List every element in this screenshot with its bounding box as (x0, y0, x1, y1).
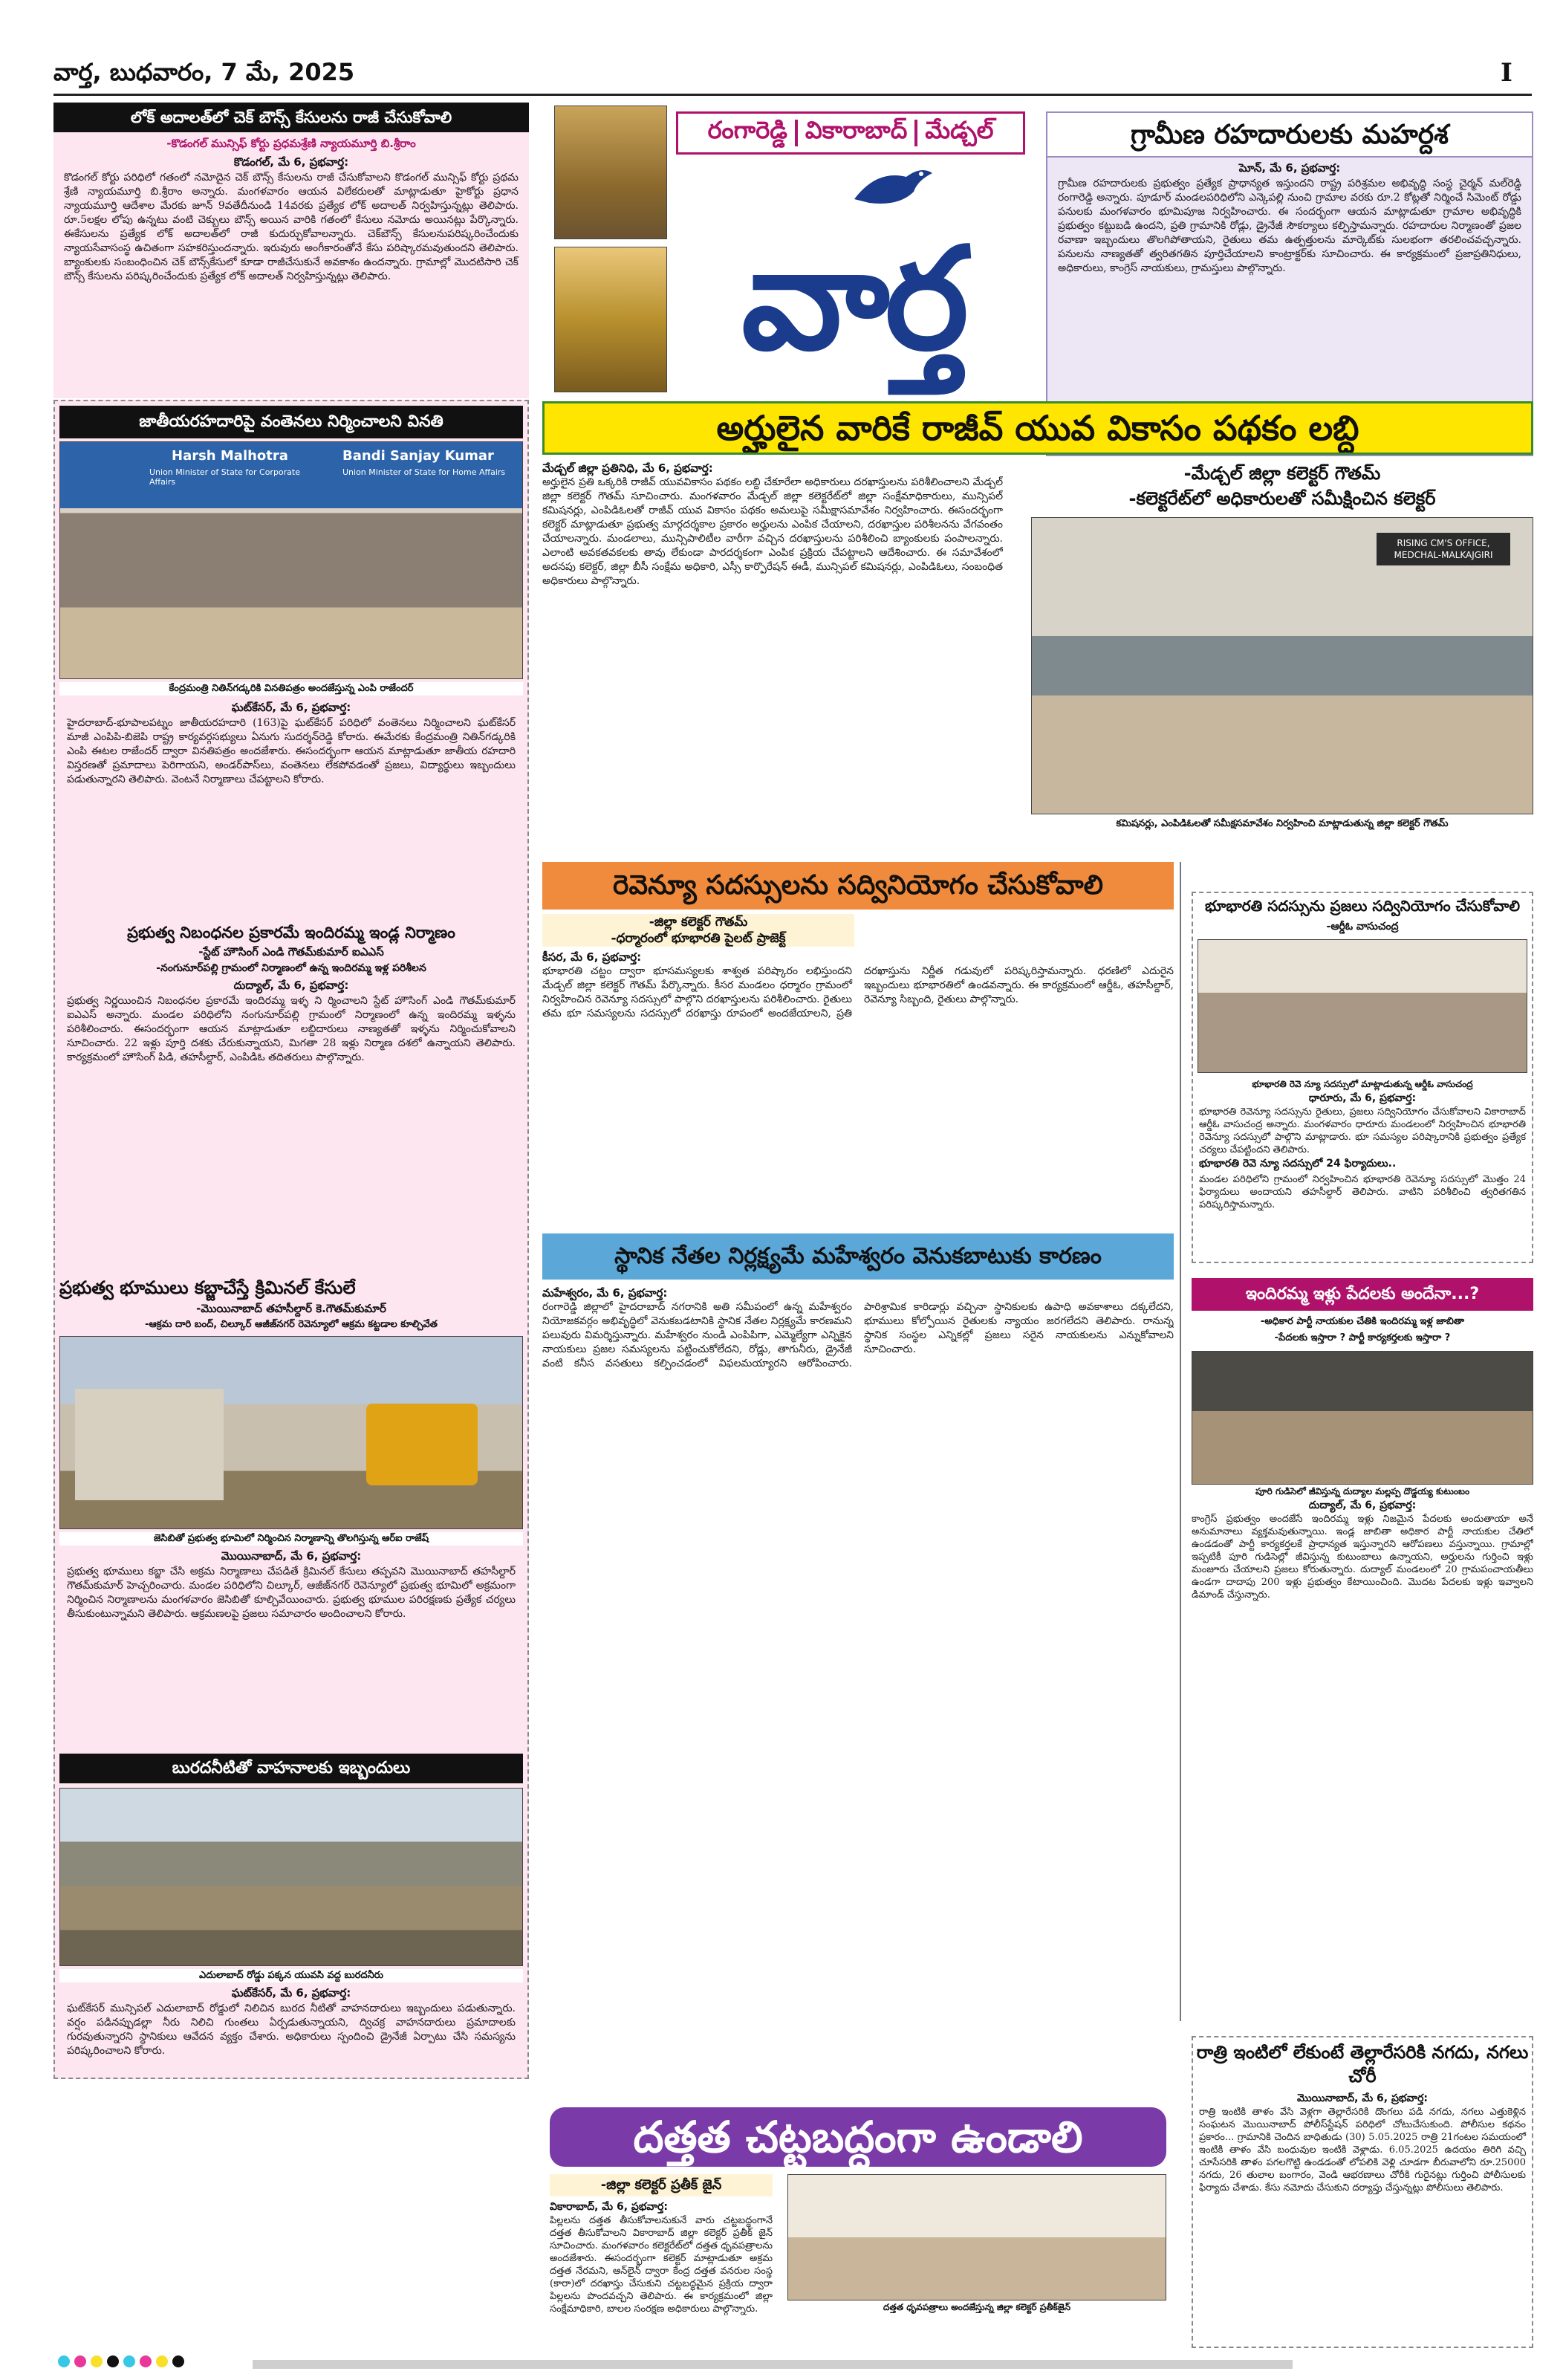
dateline: మేడ్చల్ జిల్లా ప్రతినిధి, మే 6, ప్రభవార్త: (542, 461, 713, 475)
dateline: దుద్యాల్, మే 6, ప్రభవార్త: (1308, 1499, 1417, 1511)
paper-logo: వార్త (741, 217, 964, 381)
headline: ఇందిరమ్మ ఇళ్లు పేదలకు అందేనా...? (1192, 1278, 1533, 1311)
dateline: మొయినాబాద్, మే 6, ప్రభవార్త: (221, 1549, 362, 1563)
story-lok-adalat (53, 103, 529, 398)
headline: జాతీయరహదారిపై వంతెనలు నిర్మించాలని వినతి (59, 406, 523, 438)
headline: స్థానిక నేతల నిర్లక్ష్యమే మహేశ్వరం వెనుకబాటుకు కారణం (542, 1233, 1174, 1280)
headline: రెవెన్యూ సదస్సులను సద్వినియోగం చేసుకోవాలి (542, 862, 1174, 909)
headline: బురదనీటితో వాహనాలకు ఇబ్బందులు (59, 1754, 523, 1783)
byline: -అధికార పార్టీ నాయకుల చేతికి ఇందిరమ్మ ఇళ్ల జాబితా (1260, 1316, 1465, 1327)
story-theft (1192, 2036, 1533, 2348)
registration-dot (140, 2355, 152, 2367)
meeting-photo (59, 441, 523, 679)
article-body: ప్రభుత్వ భూములు కబ్జా చేసి అక్రమ నిర్మాణాలు చేపడితే క్రిమినల్ కేసులు తప్పవని మొయినాబాద్ తహసీల్దార్ గౌతమ్‌కుమార్ హెచ్చరించారు. మండల పరిధిలోని చిల్కూర్, ఆజీజ్‌నగర్ రెవెన్యూలో ప్రభుత్వ భూమిలో అక్రమంగా నిర్మించిన నిర్మాణాలను మంగళవారం జెసిబితో కూల్చివేయించారు. ప్రభుత్వ భూముల పరిరక్షణకు ప్రత్యేక చర్యలు తీసుకుంటున్నామని తెలిపారు. ఆక్రమణలపై ప్రజలు సమాచారం అందించాలని కోరారు. (67, 1566, 516, 1620)
byline: -ఆర్డీఓ వాసుచంద్ర (1326, 921, 1399, 933)
date-line: వార్త, బుధవారం, 7 మే, 2025 (53, 58, 355, 86)
story-datta (550, 2107, 1166, 2167)
rajiv-yuva-banner (542, 401, 1533, 455)
edition-medchal: మేడ్చల్ (925, 116, 994, 144)
dateline: దుద్యాల్, మే 6, ప్రభవార్త: (233, 979, 349, 992)
byline-2: -నంగునూర్‌పల్లి గ్రామంలో నిర్మాణంలో ఉన్న ఇందిరమ్మ ఇళ్ల పరిశీలన (156, 962, 426, 974)
masthead-rule (53, 94, 1532, 96)
national-highway-box (59, 406, 523, 918)
dateline: పెూన్, మే 6, ప్రభవార్త: (1238, 161, 1341, 175)
mud-road-box (59, 1754, 523, 2075)
photo-caption: కమిషనర్లు, ఎంపిడిఓలతో సమీక్షసమావేశం నిర్వహించి మాట్లాడుతున్న జిల్లా కలెక్టర్ గౌతమ్ (1031, 817, 1533, 831)
hut-photo (1192, 1351, 1533, 1485)
datta-photo-box (787, 2174, 1166, 2323)
article-body: గ్రామీణ రహదారులకు ప్రభుత్వం ప్రత్యేక ప్రాధాన్యత ఇస్తుందని రాష్ట్ర పరిశ్రమల అభివృద్ధి సంస్థ చైర్మన్ మల్‌రెడ్డి రంగారెడ్డి అన్నారు. పూడూర్ మండలపరిధిలోని ఎన్కెపల్లి నుంచి గ్రామాల వరకు రూ.2 కోట్లతో నిర్మించే సిమెంట్ రోడ్డు పనులకు మంగళవారం భూమిపూజ నిర్వహించారు. ఈ సందర్భంగా ఆయన మాట్లాడుతూ గ్రామాల అభివృద్ధికి ప్రభుత్వం కట్టుబడి ఉందని, ప్రతి గ్రామానికి రోడ్లు, డ్రైనేజీ సౌకర్యాలు కల్పిస్తామన్నారు. రహదారుల నిర్మాణంతో ప్రజల రవాణా ఇబ్బందులు తొలగిపోతాయని, రైతులు తమ ఉత్పత్తులను మార్కెట్‌కు సులభంగా తరలించవచ్చన్నారు. పనులను నాణ్యతతో త్వరితగతిన పూర్తిచేయాలని కాంట్రాక్టర్‌కు సూచించారు. ఈ కార్యక్రమంలో ప్రజాప్రతినిధులు, అధికారులు, కాంగ్రెస్ నాయకులు, గ్రామస్తులు పాల్గొన్నారు. (1058, 178, 1521, 274)
article-body: రంగారెడ్డి జిల్లాలో హైదరాబాద్ నగరానికి అతి సమీపంలో ఉన్న మహేశ్వరం నియోజకవర్గం అభివృద్ధిలో వెనుకబడటానికి స్థానిక నేతల నిర్లక్ష్యమే కారణమని పలువురు విమర్శిస్తున్నారు. మహేశ్వరం నుండి ఎంపిపిగా, ఎమ్మెల్యేగా ఎన్నికైన నాయకులు ప్రజల సమస్యలను పట్టించుకోలేదని, రోడ్లు, తాగునీరు, డ్రైనేజీ వంటి కనీస వసతులు కల్పించడంలో విఫలమయ్యారని ఆరోపించారు. పారిశ్రామిక కారిడార్లు వచ్చినా స్థానికులకు ఉపాధి అవకాశాలు దక్కలేదని, భూములు కోల్పోయిన రైతులకు న్యాయం జరగలేదని తెలిపారు. రానున్న స్థానిక సంస్థల ఎన్నికల్లో ప్రజలు సరైన నాయకులను ఎన్నుకోవాలని సూచించారు. (542, 1301, 1174, 1369)
demolition-photo (59, 1336, 523, 1529)
article-body: హైదరాబాద్-భూపాలపట్నం జాతీయరహదారి (163)పై ఘట్‌కేసర్ పరిధిలో వంతెనలు నిర్మించాలని ఘట్‌కేసర్ మాజీ ఎంపిపి-బిజెపి రాష్ట్ర కార్యవర్గసభ్యులు ఏనుగు సుదర్శన్‌రెడ్డి కోరారు. ఈమేరకు కేంద్రమంత్రి నితిన్‌గడ్కరికి ఎంపి ఈటల రాజేందర్ ద్వారా వినతిపత్రం అందజేశారు. ఈసందర్భంగా ఆయన మాట్లాడుతూ జాతీయ రహదారి విస్తరణతో ప్రమాదాలు పెరిగాయని, అండర్‌పాస్‌లు, వంతెనలు లేకపోవడంతో ప్రజలు, విద్యార్థులు ఇబ్బందులు పడుతున్నారని తెలిపారు. వెంటనే నిర్మాణాలు చేపట్టాలని కోరారు. (67, 717, 516, 785)
byline: -మొయినాబాద్ తహసీల్దార్ కె.గౌతమ్‌కుమార్ (196, 1302, 386, 1315)
story-revenue (542, 862, 1174, 1189)
byline-2: -కలెక్టరేట్‌లో అధికారులతో సమీక్షించిన కలెక్టర్ (1128, 488, 1436, 509)
banner-name-2: Bandi Sanjay Kumar (342, 448, 494, 464)
dateline: మహేశ్వరం, మే 6, ప్రభవార్త: (542, 1286, 668, 1300)
headline: లోక్ అదాలత్‌లో చెక్ బౌన్స్ కేసులను రాజీ చేసుకోవాలి (53, 103, 529, 132)
photo-caption: ఎదులాబాద్ రోడ్డు పక్కన యువసి వద్ద బురదనీరు (59, 1969, 523, 1982)
byline: -జిల్లా కలెక్టర్ గౌతమ్ (649, 915, 748, 930)
story-indiramma-poor (1192, 1278, 1533, 2021)
headline: ప్రభుత్వ భూములు కబ్జాచేస్తే క్రిమినల్ కేసులే (59, 1277, 356, 1298)
edition-vikarabad: వికారాబాద్ (805, 116, 908, 144)
byline: -జిల్లా కలెక్టర్ ప్రతీక్ జైన్ (550, 2174, 773, 2196)
article-body: భూభారతి చట్టం ద్వారా భూసమస్యలకు శాశ్వత పరిష్కారం లభిస్తుందని మేడ్చల్ జిల్లా కలెక్టర్ గౌతమ్ పేర్కొన్నారు. కీసర మండలం ధర్మారం గ్రామంలో నిర్వహించిన రెవెన్యూ సదస్సులో పాల్గొని దరఖాస్తులను పరిశీలించారు. రైతులు తమ భూ సమస్యలను సదస్సులో దరఖాస్తు రూపంలో అందజేయాలని, ప్రతి దరఖాస్తును నిర్ణీత గడువులో పరిష్కరిస్తామన్నారు. ధరణిలో ఎదురైన ఇబ్బందులు భూభారతిలో ఉండవన్నారు. ఈ కార్యక్రమంలో ఆర్డీఓ, తహసీల్దార్, రెవెన్యూ సిబ్బంది, రైతులు పాల్గొన్నారు. (542, 965, 1174, 1019)
dateline: కొడంగల్, మే 6, ప్రభవార్త: (233, 155, 349, 169)
dateline: మొయినాబాద్, మే 6, ప్రభవార్త: (1297, 2092, 1428, 2104)
byline-box (542, 914, 854, 947)
bhubharathi-photo (1198, 939, 1527, 1073)
photo-caption: పూరి గుడిసెలో జీవిస్తున్న దుద్యాల మల్లప్ప దొడ్డయ్య కుటుంబం (1192, 1485, 1533, 1498)
indiramma-houses-box (59, 921, 523, 1271)
headline: గ్రామీణ రహదారులకు మహర్దశ (1047, 113, 1532, 158)
article-body: కొడంగల్ కోర్టు పరిధిలో గతంలో నమోదైన చెక్ బౌన్స్ కేసులను రాజీ చేసుకోవాలని కొడంగల్ మున్సిఫ్ కోర్టు ప్రథమ శ్రేణి న్యాయమూర్తి బి.శ్రీరాం అన్నారు. మంగళవారం ఆయన విలేకరులతో మాట్లాడుతూ హైకోర్టు ప్రధాన న్యాయమూర్తి ఆదేశాల మేరకు జూన్ 9వతేదీనుండి 14వరకు ప్రత్యేక లోక్ అదాలత్ నిర్వహిస్తున్నట్లు తెలిపారు. రూ.5లక్షల లోపు ఉన్నటు వంటి చెక్బులు బౌన్స్ అయిన వారికి గతంలో కేసులు నమోదు అయినట్లు పేర్కొన్నారు. ఈకేసులను ప్రత్యేక లోక్ అదాలత్‌లో రాజీ కుదుర్చుకోవాలన్నారు. చెక్‌బౌన్స్ కేసులనుపరిష్కరించేందుకు న్యాయసేవాసంస్థ ఉచితంగా సహకరిస్తుందన్నారు. ఇరువురు అంగీకారంతోనే కేసు పరిష్కారమవుతుందని తెలిపారు. బ్యాంకులకు సంబంధించిన చెక్ బౌన్స్‌కేసులో కూడా రాజీచేసుకునే అవకాశం ఉందన్నారు. గ్రామాల్లో మొదటిసారి చెక్ బౌన్స్ కేసులను పరిష్కరించేందుకు ప్రత్యేక లోక్ అదాలత్ నిర్వహిస్తున్నట్లు తెలిపారు. (64, 172, 519, 282)
datta-body (550, 2174, 773, 2323)
byline: -కొడంగల్ మున్సిఫ్ కోర్టు ప్రధమశ్రేణి న్యాయమూర్తి బి.శ్రీరాం (166, 137, 416, 150)
headline: ప్రభుత్వ నిబంధనల ప్రకారమే ఇందిరమ్మ ఇండ్ల నిర్మాణం (127, 924, 455, 941)
registration-dot (156, 2355, 168, 2367)
story-local-leaders (542, 1233, 1174, 2014)
byline: -మేడ్చల్ జిల్లా కలెక్టర్ గౌతమ్ (1183, 463, 1381, 484)
article-body: పిల్లలను దత్తత తీసుకోవాలనుకునే వారు చట్టబద్ధంగానే దత్తత తీసుకోవాలని వికారాబాద్ జిల్లా కలెక్టర్ ప్రతీక్ జైన్ సూచించారు. మంగళవారం కలెక్టరేట్‌లో దత్తత ధృవపత్రాలను అందజేశారు. ఈసందర్భంగా కలెక్టర్ మాట్లాడుతూ అక్రమ దత్తత నేరమని, ఆన్‌లైన్ ద్వారా కేంద్ర దత్తత వనరుల సంస్థ (కారా)లో దరఖాస్తు చేసుకుని చట్టబద్ధమైన ప్రక్రియ ద్వారా పిల్లలను పొందవచ్చని తెలిపారు. ఈ కార్యక్రమంలో జిల్లా సంక్షేమాధికారి, బాలల సంరక్షణ అధికారులు పాల్గొన్నారు. (550, 2215, 773, 2315)
article-body: అర్హులైన ప్రతి ఒక్కరికి రాజీవ్ యువవికాసం పథకం లబ్ది చేకూరేలా అధికారులు దరఖాస్తులను పరిశీలించాలని మేడ్చల్ జిల్లా కలెక్టర్ గౌతమ్ సూచించారు. మంగళవారం మేడ్చల్ జిల్లా కలెక్టరేట్‌లో జిల్లా సంక్షేమాధికారులు, మున్సిపల్ కమిషనర్లు, ఎంపిడిఓలతో రాజీవ్ యువ వికాసం పథకం అమలుపై సమీక్షాసమావేశం నిర్వహించారు. ఈసందర్భంగా కలెక్టర్ మాట్లాడుతూ ప్రభుత్వ మార్గదర్శకాల ప్రకారం అర్హులను ఎంపిక చేయాలని, దరఖాస్తుల పరిశీలనను వేగవంతం చేయాలన్నారు. మండలాలు, మున్సిపాలిటీల వారీగా వచ్చిన దరఖాస్తులను పరిశీలించి బ్యాంకులకు పంపాలన్నారు. ఎలాంటి అవకతవకలకు తావు లేకుండా పారదర్శకంగా ఎంపిక ప్రక్రియ చేపట్టాలని ఆదేశించారు. ఈ సమావేశంలో అదనపు కలెక్టర్, జిల్లా బీసీ సంక్షేమ అధికారి, ఎస్సీ కార్పొరేషన్ ఈడీ, మున్సిపల్ కమిషనర్లు, ఎంపిడిఓలు, సంబంధిత అధికారులు పాల్గొన్నారు. (542, 476, 1003, 587)
photo-caption: జెసిబితో ప్రభుత్వ భూమిలో నిర్మించిన నిర్మాణాన్ని తొలగిస్తున్న ఆర్‌ఐ రాజేష్ (59, 1532, 523, 1546)
rajiv-yuva-right (1031, 461, 1533, 877)
edition-sep (795, 120, 798, 146)
headline: భూభారతి సదస్సును ప్రజలు సద్వినియోగం చేసుకోవాలి (1204, 897, 1520, 915)
registration-dot (107, 2355, 119, 2367)
article-body-2: మండల పరిధిలోని గ్రామంలో నిర్వహించిన భూభారతి రెవెన్యూ సదస్సులో మొత్తం 24 ఫిర్యాదులు అందాయని తహసీల్దార్ తెలిపారు. వాటిని పరిశీలించి త్వరితగతిన పరిష్కరిస్తామన్నారు. (1199, 1174, 1526, 1210)
photo-caption: కేంద్రమంత్రి నితిన్‌గడ్కరికి వినతిపత్రం అందజేస్తున్న ఎంపి రాజేందర్ (59, 682, 523, 695)
registration-dot (58, 2355, 70, 2367)
registration-dot (172, 2355, 184, 2367)
story-bhubharathi (1192, 892, 1533, 1263)
mud-road-photo (59, 1788, 523, 1966)
masthead (542, 103, 1033, 398)
dateline: వికారాబాద్, మే 6, ప్రభవార్త: (550, 2201, 668, 2213)
edition-tags (676, 111, 1025, 155)
dateline: ఘట్‌కేసర్, మే 6, ప్రభవార్త: (231, 1986, 351, 2000)
sub-label: భూభారతి రెవె న్యూ సదస్సులో 24 ఫిర్యాదులు.. (1199, 1158, 1397, 1170)
headline: దత్తత చట్టబద్ధంగా ఉండాలి (633, 2112, 1083, 2162)
edition-rangareddy: రంగారెడ్డి (707, 116, 787, 144)
photo-caption: దత్తత ధృవపత్రాలు అందజేస్తున్న జిల్లా కలెక్టర్ ప్రతీక్‌జైన్ (787, 2300, 1166, 2314)
temple-photo (554, 106, 667, 239)
photo-caption: భూభారతి రెవె న్యూ సదస్సులో మాట్లాడుతున్న ఆర్డీఓ వాసుచంద్ర (1193, 1077, 1532, 1091)
adoption-photo (787, 2174, 1166, 2300)
headline: అర్హులైన వారికే రాజీవ్ యువ వికాసం పథకం లబ్ది (716, 408, 1359, 448)
govt-land-box (59, 1275, 523, 1713)
byline-2: -పేదలకు ఇస్తారా ? పార్టీ కార్యకర్తలకు ఇస్తారా ? (1274, 1332, 1451, 1343)
column-rule (1180, 862, 1181, 2021)
article-body: భూభారతి రెవెన్యూ సదస్సును రైతులు, ప్రజలు సద్వినియోగం చేసుకోవాలని వికారాబాద్ ఆర్డీఓ వాసుచంద్ర అన్నారు. మంగళవారం ధారూరు మండలంలో నిర్వహించిన భూభారతి రెవెన్యూ సదస్సులో పాల్గొని మాట్లాడారు. భూ సమస్యల పరిష్కారానికి ప్రభుత్వం ప్రత్యేక చర్యలు చేపట్టిందని తెలిపారు. (1199, 1106, 1526, 1155)
article-body: రాత్రి ఇంటికి తాళం వేసి వెళ్లగా తెల్లారేసరికి దొంగలు పడి నగదు, నగలు ఎత్తుకెళ్లిన సంఘటన మొయినాబాద్ పోలీస్‌స్టేషన్ పరిధిలో చోటుచేసుకుంది. పోలీసుల కథనం ప్రకారం... గ్రామానికి చెందిన బాధితుడు (30) 5.05.2025 రాత్రి 21గంటల సమయంలో ఇంటికి తాళం వేసి బంధువుల ఇంటికి వెళ్లాడు. 6.05.2025 ఉదయం తిరిగి వచ్చి చూసేసరికి తాళం పగలగొట్టి ఉండడంతో లోపలికి వెళ్లి చూడగా బీరువాలోని రూ.25000 నగదు, 26 తులాల బంగారం, వెండి ఆభరణాలు చోరీకి గురైనట్లు గుర్తించి పోలీసులకు ఫిర్యాదు చేశాడు. కేసు నమోదు చేసుకుని దర్యాప్తు చేస్తున్నట్లు పోలీసులు తెలిపారు. (1199, 2107, 1526, 2193)
office-sign: RISING CM'S OFFICE, MEDCHAL-MALKAJGIRI (1377, 533, 1510, 565)
banner-role-1: Union Minister of State for Corporate Affairs (149, 467, 301, 487)
edition-sep (914, 120, 917, 146)
jcb-shape (366, 1404, 478, 1485)
registration-dot (123, 2355, 135, 2367)
registration-dot (91, 2355, 103, 2367)
article-body: ప్రభుత్వ నిర్ణయించిన నిబంధనల ప్రకారమే ఇందిరమ్మ ఇళ్ళ ని ర్మించాలని స్టేట్ హౌసింగ్ ఎండి గౌతమ్‌కుమార్ ఐఎఎస్ అన్నారు. మండల పరిధిలోని నంగునూర్‌పల్లి గ్రామంలో నిర్మాణంలో ఉన్న ఇందిరమ్మ ఇళ్ళను పరిశీలించారు. ఈసందర్భంగా ఆయన మాట్లాడుతూ లబ్దిదారులు నాణ్యతతో ఇళ్ళను నిర్మించుకోవాలని సూచించారు. 22 ఇళ్లు పూర్తి దశకు చేరుకున్నాయని, మిగతా 28 ఇళ్లు నిర్మాణ దశలో ఉన్నాయని తెలిపారు. కార్యక్రమంలో హౌసింగ్ పిడి, తహసీల్దార్, ఎంపిడిఓ తదితరులు పాల్గొన్నారు. (67, 995, 516, 1063)
byline-2: -ధర్మారంలో భూభారతి పైలట్ ప్రాజెక్ట్ (611, 931, 786, 946)
dateline: ధారూరు, మే 6, ప్రభవార్త: (1308, 1092, 1417, 1104)
banner-role-2: Union Minister of State for Home Affairs (342, 467, 506, 477)
dove-logo-icon (847, 162, 936, 214)
byline-2: -ఆక్రమ దారి బంద్, చిల్కూర్ ఆజీజ్‌నగర్ రెవెన్యూలో ఆక్రమ కట్టడాల కూల్చివేత (145, 1319, 438, 1330)
page-number: I (1501, 58, 1512, 88)
byline: -స్టేట్ హౌసింగ్ ఎండి గౌతమ్‌కుమార్ ఐఎఎస్ (198, 945, 384, 959)
review-meeting-photo (1031, 517, 1533, 814)
headline: రాత్రి ఇంటిలో లేకుంటే తెల్లారేసరికి నగదు, నగలు చోరీ (1196, 2042, 1529, 2086)
banner-name-1: Harsh Malhotra (172, 448, 288, 464)
dateline: కీసర, మే 6, ప్రభవార్త: (542, 950, 642, 964)
article-body: ఘట్‌కేసర్ మున్సిపల్ ఎదులాబాద్ రోడ్డులో నిలిచిన బురద నీటితో వాహనదారులు ఇబ్బందులు పడుతున్నారు. వర్షం పడినప్పుడల్లా నీరు నిలిచి గుంతలు ఏర్పడుతున్నాయని, ద్విచక్ర వాహనదారులు ప్రమాదాలకు గురవుతున్నారని స్థానికులు ఆవేదన వ్యక్తం చేశారు. అధికారులు స్పందించి డ్రైనేజీ ఏర్పాటు చేసి సమస్యను పరిష్కరించాలని కోరారు. (67, 2003, 516, 2057)
wall-shape (75, 1389, 224, 1500)
registration-dot (74, 2355, 86, 2367)
article-body: కాంగ్రెస్ ప్రభుత్వం అందజేసే ఇందిరమ్మ ఇళ్లు నిజమైన పేదలకు అందుతాయా అనే అనుమానాలు వ్యక్తమవుతున్నాయి. ఇండ్ల జాబితా అధికార పార్టీ నాయకుల చేతిలో ఉండడంతో పార్టీ కార్యకర్తలకే ప్రాధాన్యత ఇస్తున్నారని ఆరోపణలు వస్తున్నాయి. గ్రామాల్లో ఇప్పటికీ పూరి గుడిసెల్లో జీవిస్తున్న కుటుంబాలు ఉన్నాయని, అర్హులను గుర్తించి ఇళ్లు మంజూరు చేయాలని ప్రజలు కోరుతున్నారు. దుద్యాల్ మండలంలో 20 గ్రామపంచాయతీలు ఉండగా దాదాపు 200 ఇళ్లు ప్రభుత్వం కేటాయించింది. మొదట పేదలకు ఇళ్లు ఇవ్వాలని డిమాండ్ చేస్తున్నారు. (1192, 1514, 1533, 1601)
deity-photo (554, 247, 667, 392)
bottom-bar (253, 2360, 1293, 2369)
dateline: ఘట్‌కేసర్, మే 6, ప్రభవార్త: (231, 701, 351, 714)
registration-marks (58, 2355, 251, 2373)
